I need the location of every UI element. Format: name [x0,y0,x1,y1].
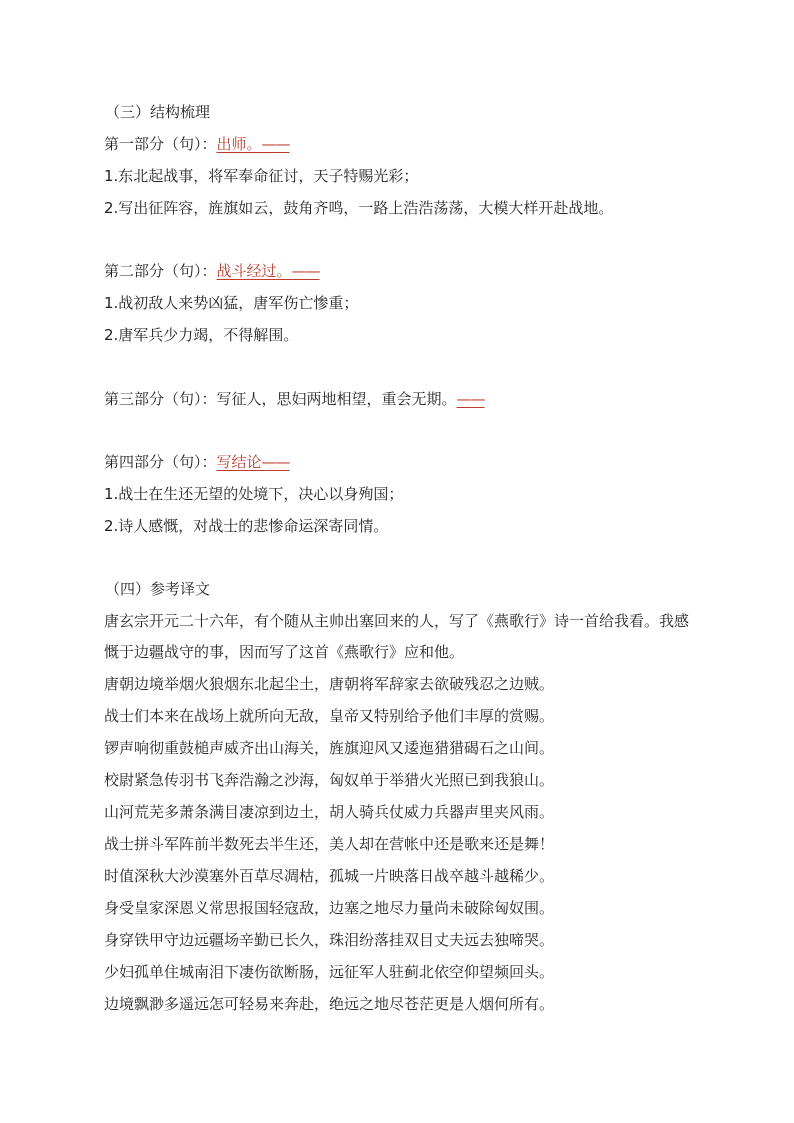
translation-line: 时值深秋大沙漠塞外百草尽凋枯，孤城一片映落日战卒越斗越稀少。 [104,867,555,885]
section-4-title: （四）参考译文 [105,580,211,598]
part-3-label: 第三部分（句）： [104,390,217,408]
translation-line: 校尉紧急传羽书飞奔浩瀚之沙海，匈奴单于举猎火光照已到我狼山。 [104,771,555,789]
part-2-item-2: 2.唐军兵少力竭，不得解围。 [104,326,299,344]
part-1-dash: —— [261,135,290,153]
translation-intro-line-1: 唐玄宗开元二十六年，有个随从主帅出塞回来的人，写了《燕歌行》诗一首给我看。我感 [104,612,690,630]
section-3-title: （三）结构梳理 [105,103,211,121]
part-4-dash: —— [261,453,290,471]
part-1-line [104,134,290,154]
part-1-label: 第一部分（句）： [104,135,217,153]
part-4-item-2: 2.诗人感慨，对战士的悲惨命运深寄同情。 [104,517,389,535]
translation-line: 边境飘渺多遥远怎可轻易来奔赴，绝远之地尽苍茫更是人烟何所有。 [104,995,555,1013]
part-3-line [104,389,485,409]
translation-line: 身穿铁甲守边远疆场辛勤已长久，珠泪纷落挂双目丈夫远去独啼哭。 [104,931,555,949]
translation-line: 山河荒芜多萧条满目凄凉到边土，胡人骑兵仗威力兵器声里夹风雨。 [104,803,555,821]
part-4-line [104,452,290,472]
part-4-item-1: 1.战士在生还无望的处境下，决心以身殉国； [104,485,404,503]
part-2-line [104,261,320,281]
part-2-label: 第二部分（句）： [104,262,217,280]
translation-line: 唐朝边境举烟火狼烟东北起尘土，唐朝将军辞家去欲破残忍之边贼。 [104,675,555,693]
translation-line: 锣声响彻重鼓槌声威齐出山海关，旌旗迎风又逶迤猎猎碣石之山间。 [104,739,555,757]
translation-line: 少妇孤单住城南泪下凄伤欲断肠，远征军人驻蓟北依空仰望频回头。 [104,963,555,981]
translation-line: 战士们本来在战场上就所向无敌，皇帝又特别给予他们丰厚的赏赐。 [104,707,555,725]
translation-line: 身受皇家深恩义常思报国轻寇敌，边塞之地尽力量尚未破除匈奴围。 [104,899,555,917]
translation-line: 战士拼斗军阵前半数死去半生还，美人却在营帐中还是歌来还是舞！ [104,835,555,853]
part-4-label: 第四部分（句）： [104,453,217,471]
part-1-item-1: 1.东北起战事，将军奉命征讨，天子特赐光彩； [104,167,419,185]
part-4-answer: 写结论 [216,453,262,471]
part-2-dash: —— [291,262,320,280]
part-1-answer: 出师。 [216,135,262,153]
part-3-text: 写征人，思妇两地相望，重会无期。 [216,390,457,408]
translation-intro-line-2: 慨于边疆战守的事，因而写了这首《燕歌行》应和他。 [104,643,465,661]
part-2-item-1: 1.战初敌人来势凶猛，唐军伤亡惨重； [104,294,359,312]
part-3-dash: —— [456,390,485,408]
part-1-item-2: 2.写出征阵容，旌旗如云，鼓角齐鸣，一路上浩浩荡荡，大模大样开赴战地。 [104,199,614,217]
part-2-answer: 战斗经过。 [216,262,292,280]
